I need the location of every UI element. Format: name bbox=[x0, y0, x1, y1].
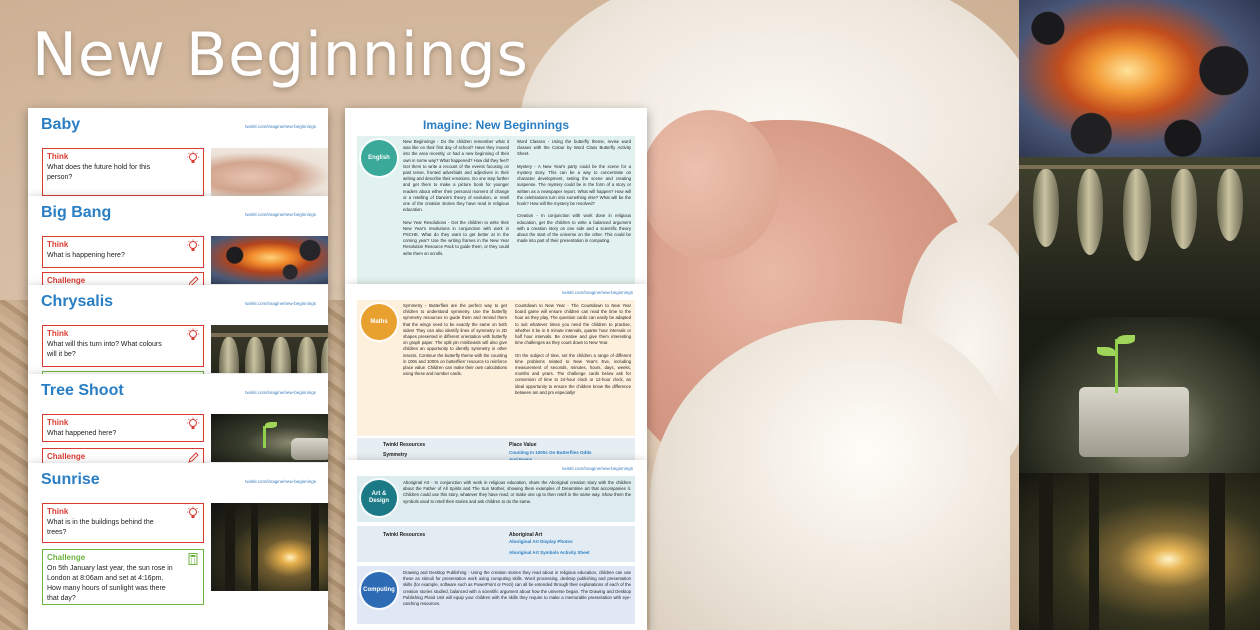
resources-label: Twinkl Resources bbox=[383, 442, 426, 448]
think-box bbox=[42, 503, 204, 543]
card-title: Big Bang bbox=[41, 204, 112, 221]
challenge-text: On 5th January last year, the sun rose in London at 8:06am and set at 4:16pm. How many hours of sunlight was there that day? bbox=[47, 565, 173, 602]
tree-stump bbox=[291, 438, 328, 460]
chrysalis-pod bbox=[245, 337, 265, 373]
baby-arm bbox=[640, 110, 780, 260]
lightbulb-icon bbox=[186, 506, 200, 520]
card-title: Chrysalis bbox=[41, 293, 114, 310]
computing-panel bbox=[357, 566, 635, 624]
tree-trunk bbox=[1209, 473, 1225, 630]
art-resources bbox=[357, 526, 635, 562]
think-heading: Think bbox=[47, 240, 69, 249]
think-heading: Think bbox=[47, 329, 69, 338]
resource-symmetry: Symmetry bbox=[383, 452, 408, 458]
chrysalis-pod bbox=[321, 337, 328, 373]
think-text: What is in the buildings behind the trees? bbox=[47, 519, 154, 536]
asteroid-explosion-photo bbox=[1019, 0, 1260, 157]
resource-link[interactable]: Aboriginal Art Symbols Activity Sheet bbox=[509, 550, 590, 555]
maths-badge: Maths bbox=[361, 304, 397, 340]
english-col1 bbox=[403, 139, 509, 257]
resource-link[interactable]: Counting In 1000s On Butterflies Odds bbox=[509, 450, 592, 455]
doc-url: twinkl.com/imagine/new-beginnings bbox=[562, 466, 633, 471]
tree-stump bbox=[1079, 387, 1189, 457]
chrysalis-pod bbox=[1217, 169, 1243, 241]
sprout-stem bbox=[1115, 339, 1118, 393]
english-badge: English bbox=[361, 140, 397, 176]
sprout-leaf bbox=[265, 422, 277, 428]
tree-shoot-stump-photo bbox=[1019, 317, 1260, 473]
think-text: What will this turn into? What colours will it be? bbox=[47, 341, 162, 358]
card-title: Sunrise bbox=[41, 471, 100, 488]
forest-sunrise-photo bbox=[1019, 473, 1260, 630]
chrysalis-pod bbox=[1077, 169, 1103, 255]
resource-place-value: Place Value bbox=[509, 442, 537, 448]
think-heading: Think bbox=[47, 507, 69, 516]
card-url: twinkl.com/imagine/new-beginnings bbox=[245, 212, 316, 217]
resource-link[interactable]: Aboriginal Art Display Photos bbox=[509, 539, 573, 544]
time-problems-text: On the subject of time, set the children a range of different time problems related to New Year's Eve, including measurement of seconds, minutes, hours, days, weeks, months and years. The challenge cards below ask for conversion of time to 24-hour clock or 12-hour clock, an ideal opportunity to ensure the children know the difference between am and pm especially! bbox=[515, 352, 631, 395]
sleeping-baby-photo bbox=[211, 148, 328, 196]
resources-label: Twinkl Resources bbox=[383, 532, 426, 538]
tree-trunk bbox=[225, 503, 235, 591]
lightbulb-icon bbox=[186, 151, 200, 165]
doc-english bbox=[345, 108, 647, 288]
countdown-text: Countdown to New Year - The Countdown to New Year board game will ensure children can read the time to the hour as they play. The question cards can easily be adapted to suit whatever times you need the children to practise, whether it be in 5 minute intervals, quarter hour intervals or half hour intervals. Be creative and give them interesting time challenges as they count down to New Year. bbox=[515, 303, 631, 346]
think-heading: Think bbox=[47, 418, 69, 427]
chrysalis-pod bbox=[219, 337, 239, 373]
challenge-heading: Challenge bbox=[47, 452, 86, 461]
chrysalis-pod bbox=[271, 337, 291, 373]
sprout-leaf bbox=[1097, 347, 1115, 356]
art-design-badge: Art & Design bbox=[361, 480, 397, 516]
tree-trunk bbox=[1039, 473, 1053, 630]
resource-aboriginal-art: Aboriginal Art bbox=[509, 532, 543, 538]
card-url: twinkl.com/imagine/new-beginnings bbox=[245, 301, 316, 306]
tree-trunk bbox=[1089, 473, 1099, 630]
card-tree-shoot bbox=[28, 374, 328, 466]
think-text: What happened here? bbox=[47, 430, 117, 437]
card-chrysalis bbox=[28, 285, 328, 377]
card-url: twinkl.com/imagine/new-beginnings bbox=[245, 390, 316, 395]
think-heading: Think bbox=[47, 152, 69, 161]
card-sunrise bbox=[28, 463, 328, 630]
chrysalis-photo bbox=[211, 325, 328, 373]
think-text: What is happening here? bbox=[47, 252, 125, 259]
creation-text: Creation - In conjunction with work done in religious education, get the children to write a balanced argument with a creation story on one side and a scientific theory about the start of the universe on the other. This could be made into part of their presentation in computing. bbox=[517, 213, 631, 244]
think-box bbox=[42, 414, 204, 442]
english-col2 bbox=[517, 139, 631, 244]
aboriginal-art-text: Aboriginal Art - In conjunction with work in religious education, share the Aboriginal creation story with the children about the Father of All Spirits and The Sun Mother, showing them examples of Dreamtime art that accompanies it. Children could use this story, whatever they have read, or make one up to then retell in the same way. Show them the symbols used to retell their stories and ask children to do the same. bbox=[403, 480, 631, 504]
card-big-bang bbox=[28, 196, 328, 288]
think-box bbox=[42, 325, 204, 367]
hanging-chrysalises-photo bbox=[1019, 157, 1260, 317]
lightbulb-icon bbox=[186, 328, 200, 342]
art-panel bbox=[357, 476, 635, 522]
maths-panel bbox=[357, 300, 635, 436]
lightbulb-icon bbox=[186, 239, 200, 253]
challenge-heading: Challenge bbox=[47, 553, 86, 562]
tree-shoot-photo bbox=[211, 414, 328, 462]
doc-art-computing bbox=[345, 460, 647, 630]
calculator-icon bbox=[186, 552, 200, 566]
doc-url: twinkl.com/imagine/new-beginnings bbox=[562, 290, 633, 295]
think-box bbox=[42, 148, 204, 196]
sprout-leaf bbox=[1117, 335, 1135, 344]
word-classes-text: Word Classes - Using the butterfly theme, revise word classes with the Colour by Word Class Butterfly Activity Sheet. bbox=[517, 139, 631, 157]
chrysalis-pod bbox=[1123, 169, 1151, 261]
computing-badge: Computing bbox=[361, 572, 397, 608]
english-panel bbox=[357, 136, 635, 286]
exploding-asteroids-photo bbox=[211, 236, 328, 284]
challenge-heading: Challenge bbox=[47, 276, 86, 285]
chrysalis-pod bbox=[1033, 169, 1059, 247]
doc-title: Imagine: New Beginnings bbox=[422, 118, 569, 132]
chrysalis-pod bbox=[297, 337, 317, 373]
think-box bbox=[42, 236, 204, 268]
card-baby bbox=[28, 108, 328, 198]
doc-maths bbox=[345, 284, 647, 464]
maths-col2 bbox=[515, 303, 631, 396]
new-beginnings-text: New Beginnings - Do the children remember what it was like on their first day of school? Have they moved into the area recently, or had a new beginning of their own in some way? What happened? How did they feel? Get them to write a recount of the events focusing on past tense, fronted adverbials and adjectives in their writing and describe their emotions. Go one step further and get them to make a picture book for younger readers about either their personal moment of change or a retelling of Darwin's theory of evolution, or retell one of the creation stories they have read in religious education. bbox=[403, 139, 509, 213]
tree-trunk bbox=[251, 503, 258, 591]
page-title: New Beginnings bbox=[32, 20, 529, 90]
lightbulb-icon bbox=[186, 417, 200, 431]
tree-trunk bbox=[311, 503, 319, 591]
new-year-resolutions-text: New Year Resolutions - Get the children to write their New Year's resolutions in conjunction with work in PSCHE. What do they want to get better at in the coming year? Use the writing frames in the New Year Resolution Resource Pack to guide them, or they could write them on scrolls. bbox=[403, 219, 509, 256]
card-title: Baby bbox=[41, 116, 81, 133]
think-text: What does the future hold for this person? bbox=[47, 164, 151, 181]
challenge-box bbox=[42, 549, 204, 605]
chrysalis-pod bbox=[1171, 169, 1197, 249]
computing-text: Drawing and Desktop Publishing - Using the creation stories they read about in religious education, children can use these as stimuli for presentation work using computing skills. Word processing, desktop publishing and presentation skills (for example, software such as PowerPoint or Prezi) can all be extended through their explanations of each of the creation stories studied, balanced with a scientific argument about how the universe began. The Drawing and Desktop Publishing Planit Unit will equip your children with the skills they require to make a memorable presentation with eye-catching resources. bbox=[403, 570, 631, 607]
maths-col1: Symmetry - Butterflies are the perfect way to get children to understand symmetry. Use the butterfly symmetry resources to guide them and remind them that the wings need to be exactly the same on both sides! They can also identify lines of symmetry in 2D shapes presented in different orientation with butterfly on graph paper. The split pin minibeasts will also give children an opportunity to identify symmetry in other insects. Continue the butterfly theme with the counting in 100s and 1000s on butterflies' resource to reinforce place value. Children can make their own calculations using these and number cards. bbox=[403, 303, 507, 377]
mystery-text: Mystery - A New Year's party could be the scene for a mystery story. This can be a way to concentrate on character development, setting the scene and creating suspense. The mystery could be in the form of a story or written as a newspaper report. What will happen? How will the celebrations turn into something else? What will be the hook? How will the mystery be resolved? bbox=[517, 163, 631, 207]
card-url: twinkl.com/imagine/new-beginnings bbox=[245, 479, 316, 484]
forest-sunrise-photo bbox=[211, 503, 328, 591]
sprout-stem bbox=[263, 426, 266, 448]
card-url: twinkl.com/imagine/new-beginnings bbox=[245, 124, 316, 129]
card-title: Tree Shoot bbox=[41, 382, 124, 399]
